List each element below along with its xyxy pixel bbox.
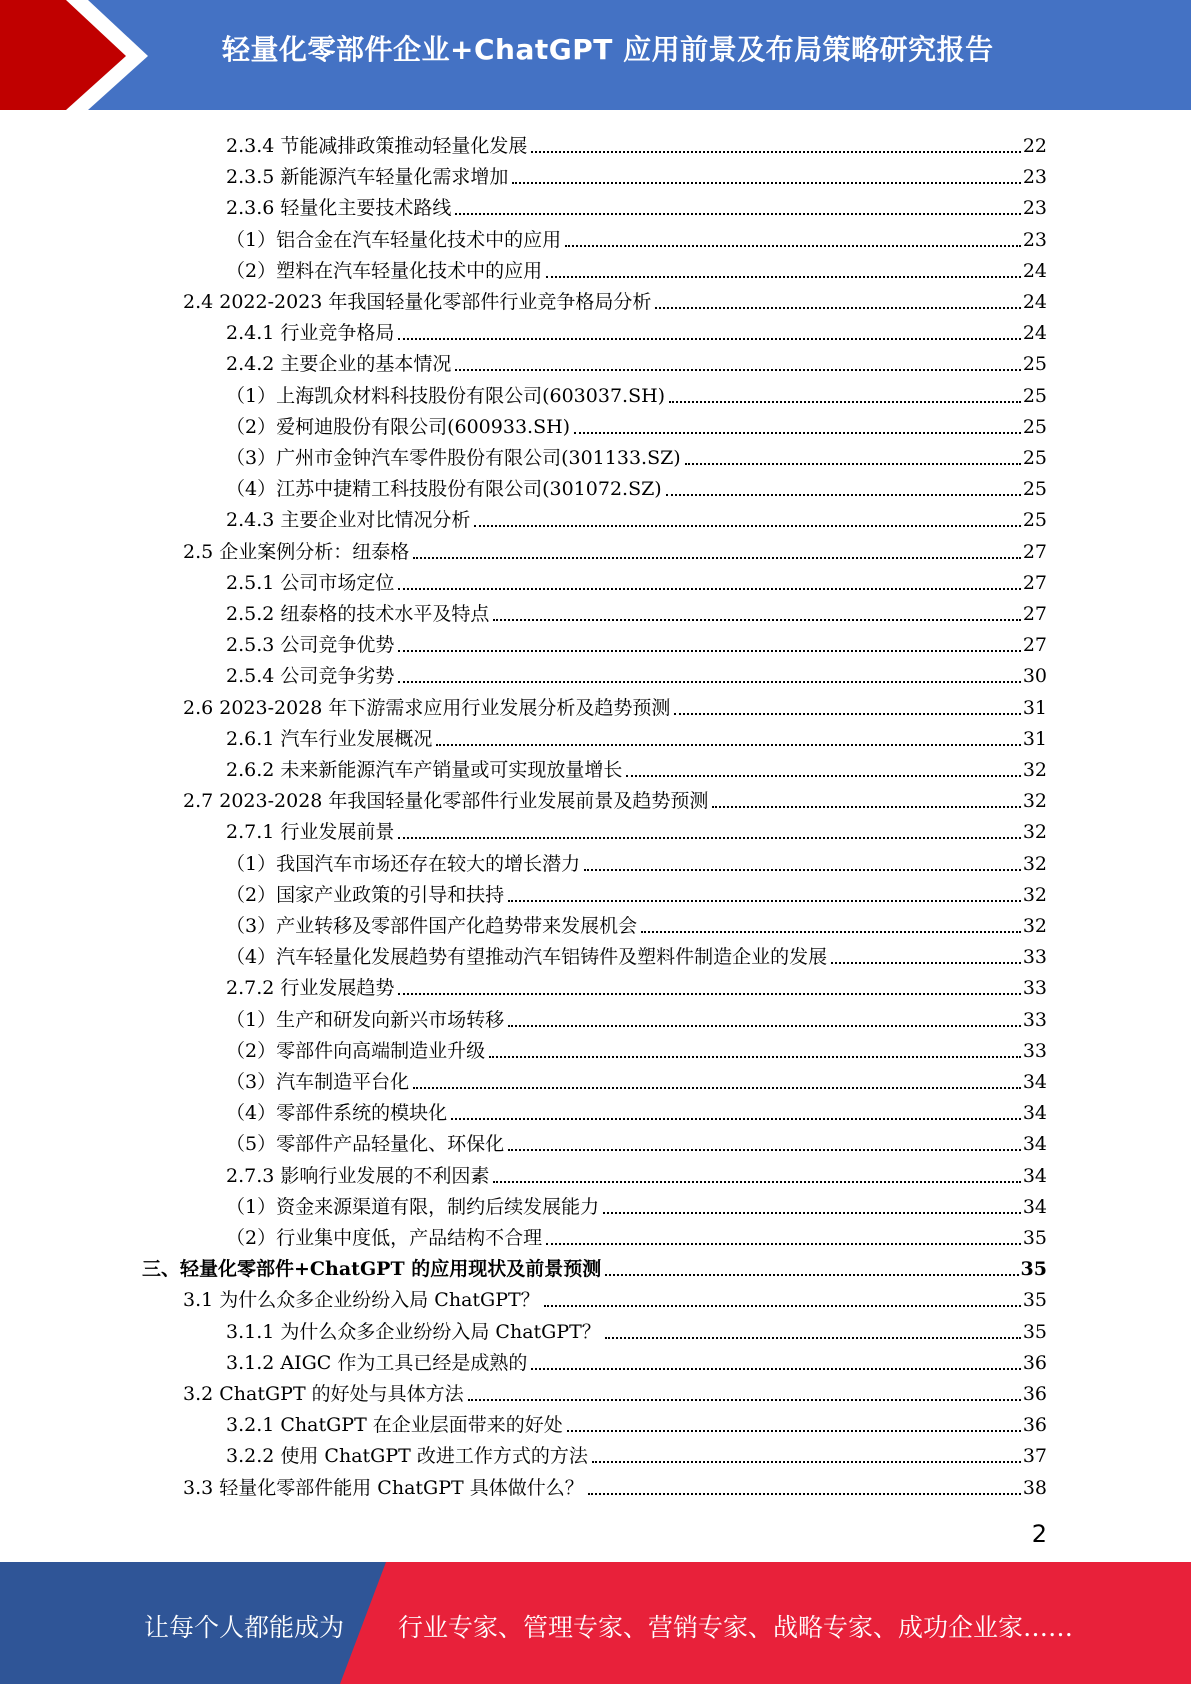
toc-entry-title: 2.6.1 汽车行业发展概况 [226,727,433,750]
toc-dot-leader [398,649,1020,652]
toc-entry-title: （4）零部件系统的模块化 [226,1102,448,1125]
toc-dot-leader [669,400,1021,403]
toc-entry[interactable] [183,533,1047,564]
toc-entry[interactable] [226,377,1047,408]
toc-entry[interactable] [226,345,1047,376]
toc-dot-leader [584,868,1021,871]
toc-dot-leader [712,805,1020,808]
toc-entry-title: 2.6 2023-2028 年下游需求应用行业发展分析及趋势预测 [183,696,671,719]
toc-entry[interactable] [226,252,1047,283]
footer-slogan-left: 让每个人都能成为 [144,1613,345,1642]
toc-entry-page: 23 [1022,228,1047,251]
toc-dot-leader [641,930,1021,933]
toc-entry-title: 2.4.3 主要企业对比情况分析 [226,509,471,532]
toc-dot-leader [565,244,1021,247]
toc-entry[interactable] [226,501,1047,532]
toc-entry-title: （2）爱柯迪股份有限公司(600933.SH) [226,415,571,438]
toc-dot-leader [508,899,1021,902]
toc-entry-title: 2.5.3 公司竞争优势 [226,634,395,657]
toc-entry-page: 34 [1022,1164,1047,1187]
toc-entry-title: （4）汽车轻量化发展趋势有望推动汽车铝铸件及塑料件制造企业的发展 [226,946,828,969]
toc-entry-page: 22 [1022,135,1047,157]
toc-entry-page: 27 [1022,571,1047,594]
toc-entry[interactable] [142,1250,1047,1281]
toc-entry[interactable] [183,1469,1047,1500]
toc-entry-page: 32 [1022,915,1047,937]
toc-entry[interactable] [226,626,1047,657]
toc-entry-page: 30 [1022,665,1047,688]
toc-entry-title: （1）生产和研发向新兴市场转移 [226,1008,505,1031]
toc-entry-page: 35 [1022,1320,1047,1343]
toc-entry-page: 27 [1022,603,1047,625]
toc-dot-leader [474,524,1020,527]
toc-entry[interactable] [226,564,1047,595]
toc-dot-leader [605,1273,1018,1276]
toc-dot-leader [455,368,1020,371]
toc-entry-title: 3.1.2 AIGC 作为工具已经是成熟的 [226,1351,528,1374]
toc-entry-title: （2）行业集中度低，产品结构不合理 [226,1227,543,1249]
report-title: 轻量化零部件企业+ChatGPT 应用前景及布局策略研究报告 [222,33,994,66]
toc-entry-page: 34 [1022,1071,1047,1093]
toc-entry[interactable] [226,845,1047,876]
toc-entry-page: 37 [1022,1445,1047,1468]
toc-entry[interactable] [226,408,1047,439]
toc-entry[interactable] [183,1375,1047,1406]
toc-entry-page: 35 [1022,1227,1047,1249]
toc-dot-leader [512,181,1020,184]
toc-entry-page: 23 [1022,197,1047,220]
toc-entry-title: （3）汽车制造平台化 [226,1071,410,1093]
toc-dot-leader [674,712,1020,715]
toc-entry[interactable] [226,1406,1047,1437]
toc-entry-page: 32 [1022,821,1047,844]
toc-entry-title: 2.4.2 主要企业的基本情况 [226,353,452,376]
page-footer [0,1562,1191,1684]
toc-entry-title: 3.1 为什么众多企业纷纷入局 ChatGPT？ [183,1289,540,1312]
toc-entry[interactable] [226,221,1047,252]
toc-entry-title: 3.3 轻量化零部件能用 ChatGPT 具体做什么？ [183,1476,584,1499]
toc-entry-title: 3.2.2 使用 ChatGPT 改进工作方式的方法 [226,1445,588,1468]
toc-dot-leader [603,1211,1021,1214]
toc-dot-leader [685,462,1021,465]
toc-dot-leader [508,1024,1021,1027]
toc-dot-leader [489,1055,1021,1058]
toc-entry-page: 32 [1022,759,1047,781]
toc-dot-leader [436,743,1020,746]
toc-entry-page: 34 [1022,1133,1047,1156]
toc-dot-leader [531,150,1020,153]
toc-entry-title: （2）零部件向高端制造业升级 [226,1039,486,1062]
toc-entry-page: 34 [1022,1102,1047,1125]
toc-entry-page: 25 [1022,415,1047,438]
toc-entry-page: 35 [1022,1289,1047,1312]
toc-dot-leader [413,556,1021,559]
toc-entry-page: 32 [1022,852,1047,875]
toc-dot-leader [626,774,1020,777]
toc-entry-title: 2.4 2022-2023 年我国轻量化零部件行业竞争格局分析 [183,291,652,313]
toc-entry[interactable] [226,314,1047,345]
toc-entry-title: （4）江苏中捷精工科技股份有限公司(301072.SZ) [226,478,662,501]
toc-entry-page: 25 [1022,384,1047,407]
toc-entry[interactable] [226,907,1047,938]
toc-entry[interactable] [226,1032,1047,1063]
toc-entry-title: 3.1.1 为什么众多企业纷纷入局 ChatGPT？ [226,1320,601,1343]
toc-entry-title: 2.4.1 行业竞争格局 [226,322,395,345]
toc-dot-leader [398,680,1020,683]
toc-dot-leader [531,1367,1020,1370]
toc-dot-leader [546,1242,1021,1245]
toc-entry-page: 38 [1022,1476,1047,1499]
toc-dot-leader [398,337,1020,340]
footer-slogan-right: 行业专家、管理专家、营销专家、战略专家、成功企业家…… [398,1613,1074,1642]
toc-entry-page: 34 [1022,1195,1047,1218]
toc-dot-leader [574,431,1021,434]
page-number: 2 [1031,1520,1047,1548]
toc-entry-title: 三、轻量化零部件+ChatGPT 的应用现状及前景预测 [142,1258,602,1281]
page-header [0,0,1191,110]
toc-entry-title: 2.6.2 未来新能源汽车产销量或可实现放量增长 [226,759,623,781]
toc-entry[interactable] [183,1281,1047,1312]
toc-entry-page: 25 [1022,353,1047,376]
toc-entry-title: 3.2.1 ChatGPT 在企业层面带来的好处 [226,1414,563,1437]
toc-entry-page: 24 [1022,259,1047,282]
toc-entry-page: 33 [1022,977,1047,1000]
toc-entry[interactable] [226,876,1047,907]
toc-dot-leader [655,306,1020,309]
toc-dot-leader [413,1086,1021,1089]
toc-entry-title: 2.5.4 公司竞争劣势 [226,665,395,688]
toc-entry-page: 33 [1022,1039,1047,1062]
toc-entry-page: 32 [1022,790,1047,813]
toc-entry-title: （1）资金来源渠道有限，制约后续发展能力 [226,1195,600,1218]
toc-entry-page: 32 [1022,883,1047,906]
toc-entry[interactable] [226,1188,1047,1219]
toc-entry-page: 23 [1022,166,1047,189]
toc-dot-leader [493,1180,1020,1183]
toc-dot-leader [468,1398,1021,1401]
toc-entry[interactable] [226,127,1047,158]
toc-entry-title: 2.7 2023-2028 年我国轻量化零部件行业发展前景及趋势预测 [183,790,709,813]
toc-dot-leader [398,992,1020,995]
toc-dot-leader [451,1117,1021,1120]
toc-entry[interactable] [226,938,1047,969]
toc-dot-leader [567,1429,1021,1432]
toc-entry-page: 31 [1022,696,1047,719]
toc-entry-title: 3.2 ChatGPT 的好处与具体方法 [183,1383,464,1405]
toc-entry-title: 2.3.5 新能源汽车轻量化需求增加 [226,166,509,189]
toc-entry[interactable] [226,1063,1047,1094]
toc-dot-leader [592,1460,1021,1463]
toc-dot-leader [605,1336,1021,1339]
toc-entry-page: 25 [1022,478,1047,501]
toc-entry[interactable] [226,1125,1047,1156]
toc-entry-page: 31 [1022,727,1047,750]
toc-entry[interactable] [226,189,1047,220]
toc-entry-title: 2.3.6 轻量化主要技术路线 [226,197,452,220]
toc-dot-leader [493,618,1020,621]
toc-entry[interactable] [183,283,1047,314]
toc-dot-leader [455,212,1020,215]
toc-entry-page: 33 [1022,946,1047,969]
toc-entry-title: 2.7.2 行业发展趋势 [226,977,395,1000]
toc-entry[interactable] [226,1219,1047,1250]
toc-entry[interactable] [226,439,1047,470]
toc-entry-title: （1）铝合金在汽车轻量化技术中的应用 [226,228,562,251]
toc-entry[interactable] [226,158,1047,189]
toc-dot-leader [508,1148,1021,1151]
toc-entry[interactable] [183,782,1047,813]
toc-entry[interactable] [183,689,1047,720]
toc-entry-page: 33 [1022,1008,1047,1031]
toc-entry[interactable] [226,1094,1047,1125]
toc-entry-title: （1）上海凯众材料科技股份有限公司(603037.SH) [226,384,666,407]
toc-dot-leader [398,836,1020,839]
toc-entry-title: （5）零部件产品轻量化、环保化 [226,1133,505,1156]
toc-dot-leader [588,1492,1021,1495]
toc-entry-title: 2.7.1 行业发展前景 [226,821,395,844]
toc-entry-title: （3）广州市金钟汽车零件股份有限公司(301133.SZ) [226,447,681,469]
toc-dot-leader [666,493,1021,496]
toc-entry-title: 2.3.4 节能减排政策推动轻量化发展 [226,135,528,157]
toc-entry[interactable] [226,813,1047,844]
toc-entry[interactable] [226,1437,1047,1468]
toc-dot-leader [544,1304,1021,1307]
toc-dot-leader [398,587,1020,590]
toc-entry[interactable] [226,595,1047,626]
toc-entry-title: 2.5 企业案例分析：纽泰格 [183,540,410,563]
toc-entry[interactable] [226,1157,1047,1188]
toc-entry[interactable] [226,720,1047,751]
toc-entry-page: 25 [1022,447,1047,469]
toc-entry-title: （2）国家产业政策的引导和扶持 [226,883,505,906]
toc-entry[interactable] [226,969,1047,1000]
toc-dot-leader [546,275,1021,278]
toc-entry[interactable] [226,751,1047,782]
toc-entry-title: 2.5.2 纽泰格的技术水平及特点 [226,603,490,625]
toc-entry-title: （3）产业转移及零部件国产化趋势带来发展机会 [226,915,638,937]
toc-entry-page: 36 [1022,1383,1047,1405]
toc-entry-title: 2.7.3 影响行业发展的不利因素 [226,1164,490,1187]
toc-entry-page: 24 [1022,291,1047,313]
toc-entry-page: 24 [1022,322,1047,345]
toc-entry[interactable] [226,1344,1047,1375]
toc-dot-leader [831,961,1021,964]
toc-entry-page: 27 [1022,634,1047,657]
toc-entry-page: 36 [1022,1414,1047,1437]
toc-entry-page: 35 [1020,1258,1047,1281]
toc-entry-title: （1）我国汽车市场还存在较大的增长潜力 [226,852,581,875]
toc-entry[interactable] [226,657,1047,688]
toc-entry-page: 36 [1022,1351,1047,1374]
toc-entry-page: 27 [1022,540,1047,563]
toc-entry[interactable] [226,1313,1047,1344]
toc-entry[interactable] [226,1001,1047,1032]
toc-entry-page: 25 [1022,509,1047,532]
toc-entry[interactable] [226,470,1047,501]
toc-entry-title: （2）塑料在汽车轻量化技术中的应用 [226,259,543,282]
toc-entry-title: 2.5.1 公司市场定位 [226,571,395,594]
